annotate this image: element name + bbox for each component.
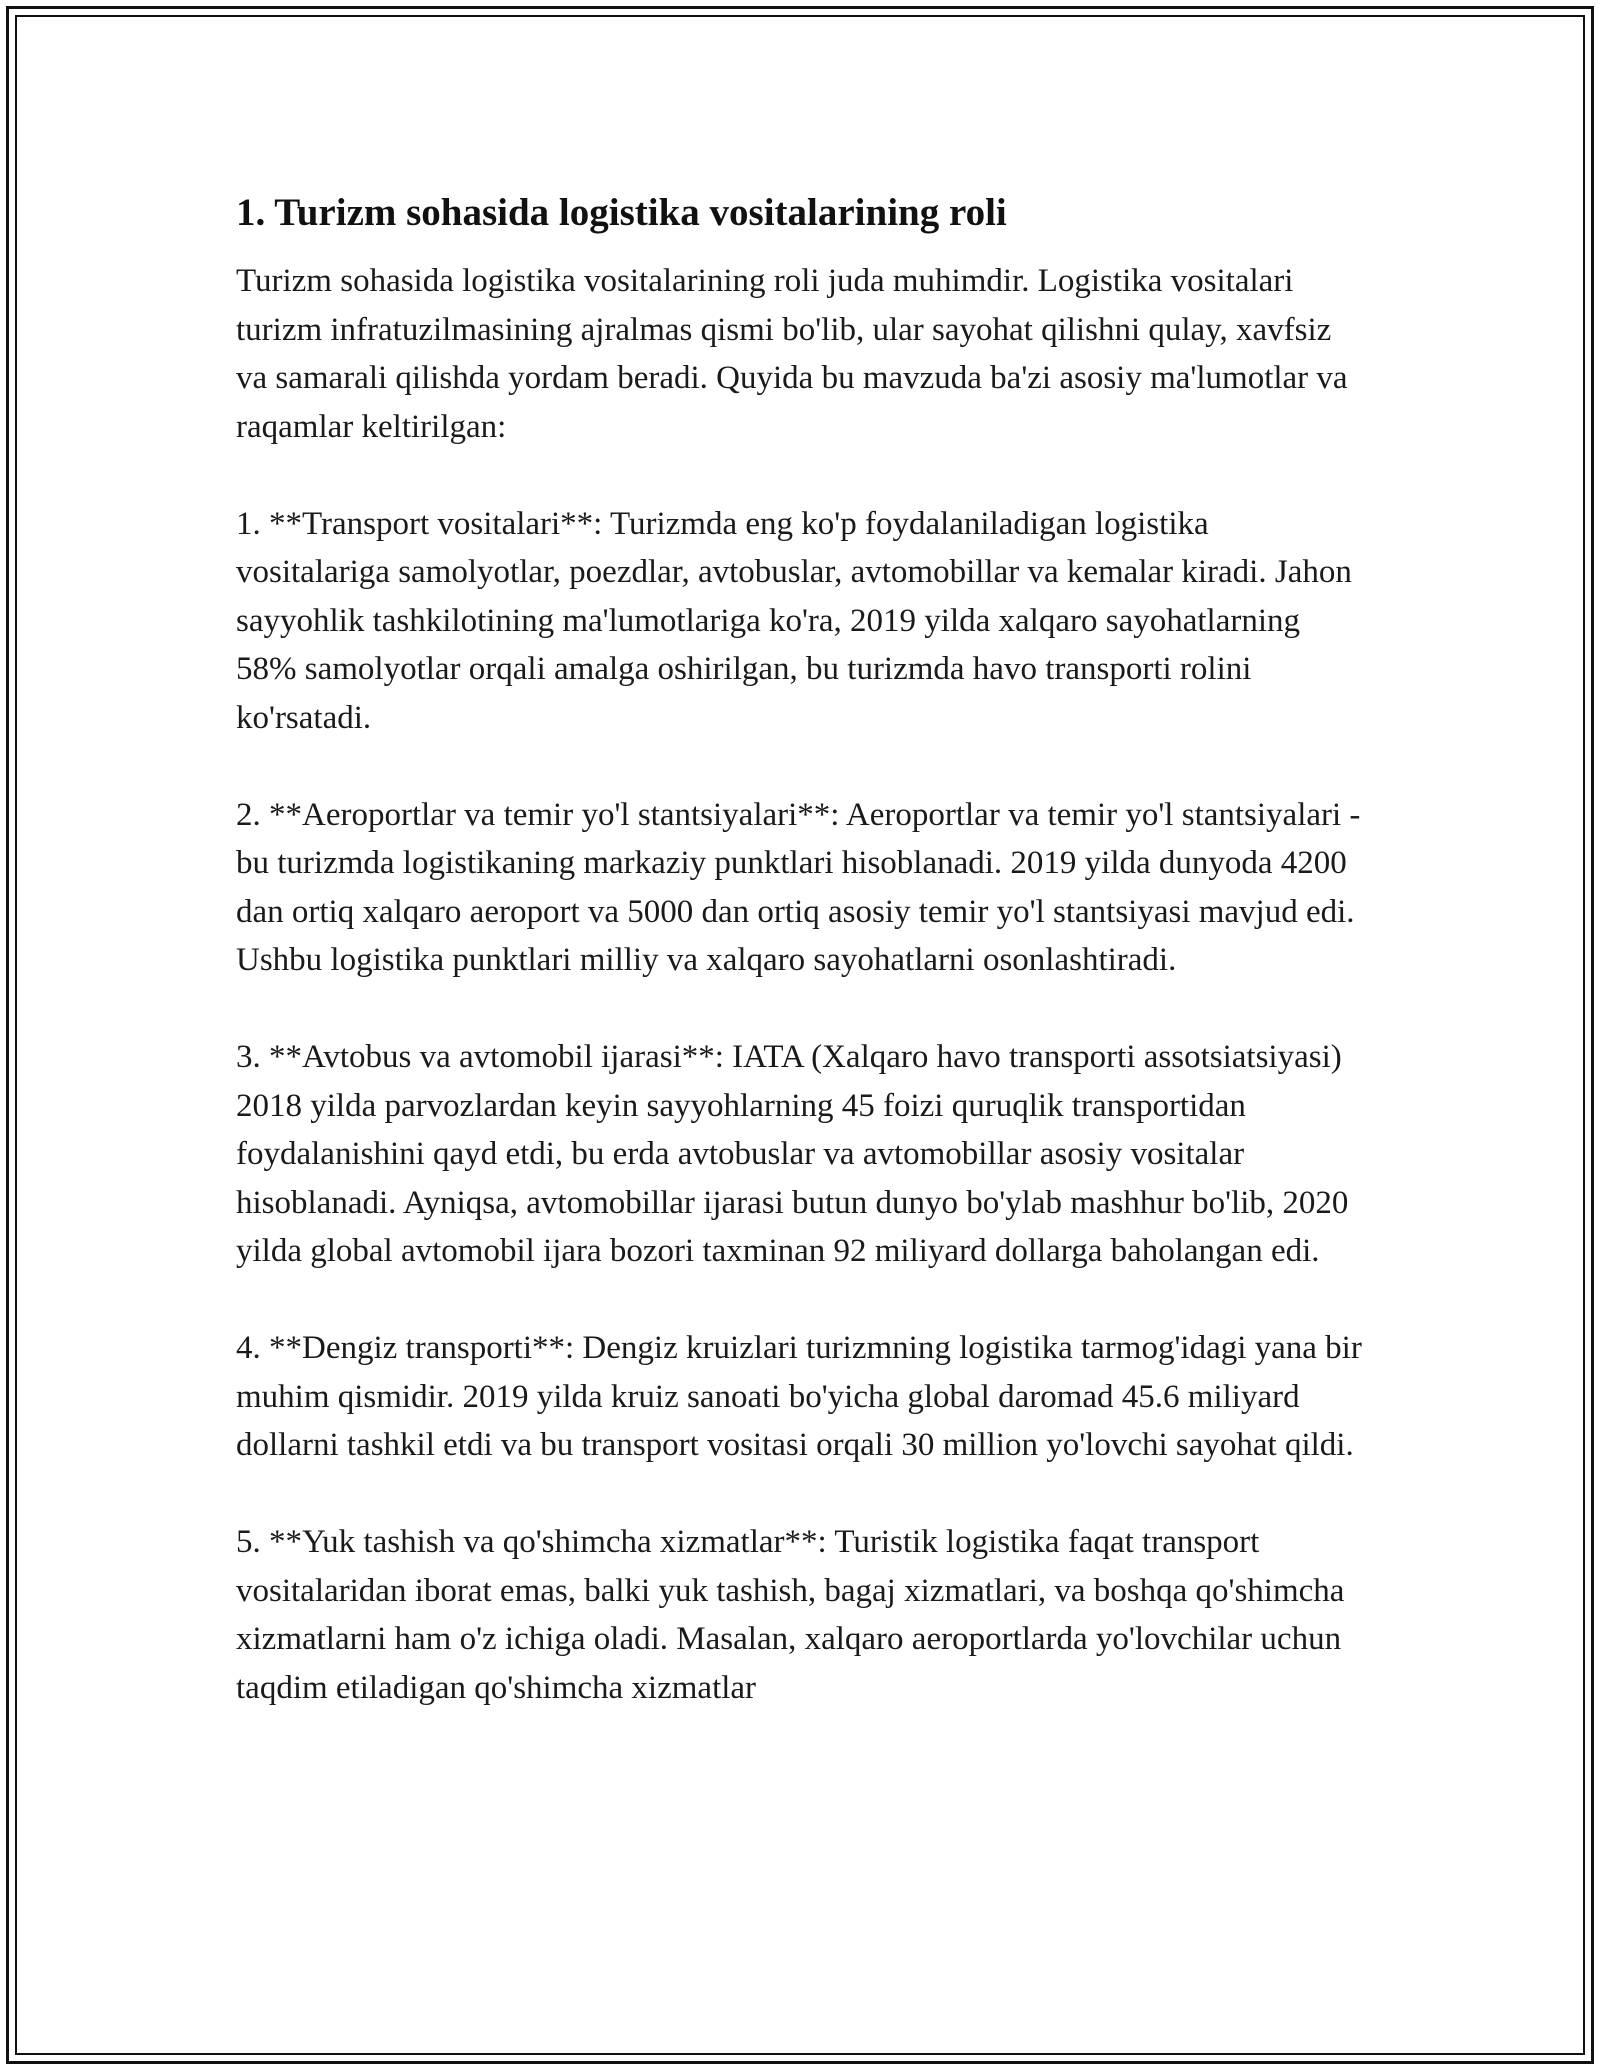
sea-transport-paragraph: 4. **Dengiz transporti**: Dengiz kruizlari turizmning logistika tarmog'idagi yana bir muhim qismidir. 2019 yilda kruiz sanoati bo'yicha global daromad 45.6 miliyard dollarni tashkil etdi va bu transport vositasi orqali 30 million yo'lovchi sayohat qildi. (236, 1330, 1371, 1463)
document-body (236, 185, 1371, 1712)
cargo-services-paragraph: 5. **Yuk tashish va qo'shimcha xizmatlar**: Turistik logistika faqat transport vositalaridan iborat emas, balki yuk tashish, bagaj xizmatlari, va boshqa qo'shimcha xizmatlarni ham o'z ichiga oladi. Masalan, xalqaro aeroportlarda yo'lovchilar uchun taqdim etiladigan qo'shimcha xizmatlar (236, 1524, 1353, 1706)
transport-paragraph: 1. **Transport vositalari**: Turizmda eng ko'p foydalaniladigan logistika vositalariga samolyotlar, poezdlar, avtobuslar, avtomobillar va kemalar kiradi. Jahon sayyohlik tashkilotining ma'lumotlariga ko'ra, 2019 yilda xalqaro sayohatlarning 58% samolyotlar orqali amalga oshirilgan, bu turizmda havo transporti rolini ko'rsatadi. (236, 505, 1361, 736)
airports-railways-paragraph: 2. **Aeroportlar va temir yo'l stantsiyalari**: Aeroportlar va temir yo'l stantsiyalari - bu turizmda logistikaning markaziy punktlari hisoblanadi. 2019 yilda dunyoda 4200 dan ortiq xalqaro aeroport va 5000 dan ortiq asosiy temir yo'l stantsiyasi mavjud edi. Ushbu logistika punktlari milliy va xalqaro sayohatlarni osonlashtiradi. (236, 796, 1369, 978)
section-heading: 1. Turizm sohasida logistika vositalarining roli (236, 191, 1007, 234)
bus-car-rental-paragraph: 3. **Avtobus va avtomobil ijarasi**: IATA (Xalqaro havo transporti assotsiatsiyasi) 2018 yilda parvozlardan keyin sayyohlarning 45 foizi quruqlik transportidan foydalanishini qayd etdi, bu erda avtobuslar va avtomobillar asosiy vositalar hisoblanadi. Ayniqsa, avtomobillar ijarasi butun dunyo bo'ylab mashhur bo'lib, 2020 yilda global avtomobil ijara bozori taxminan 92 miliyard dollarga baholangan edi. (236, 1039, 1357, 1269)
intro-paragraph: Turizm sohasida logistika vositalarining roli juda muhimdir. Logistika vositalari turizm infratuzilmasining ajralmas qismi bo'lib, ular sayohat qilishni qulay, xavfsiz va samarali qilishda yordam beradi. Quyida bu mavzuda ba'zi asosiy ma'lumotlar va raqamlar keltirilgan: (236, 263, 1356, 445)
